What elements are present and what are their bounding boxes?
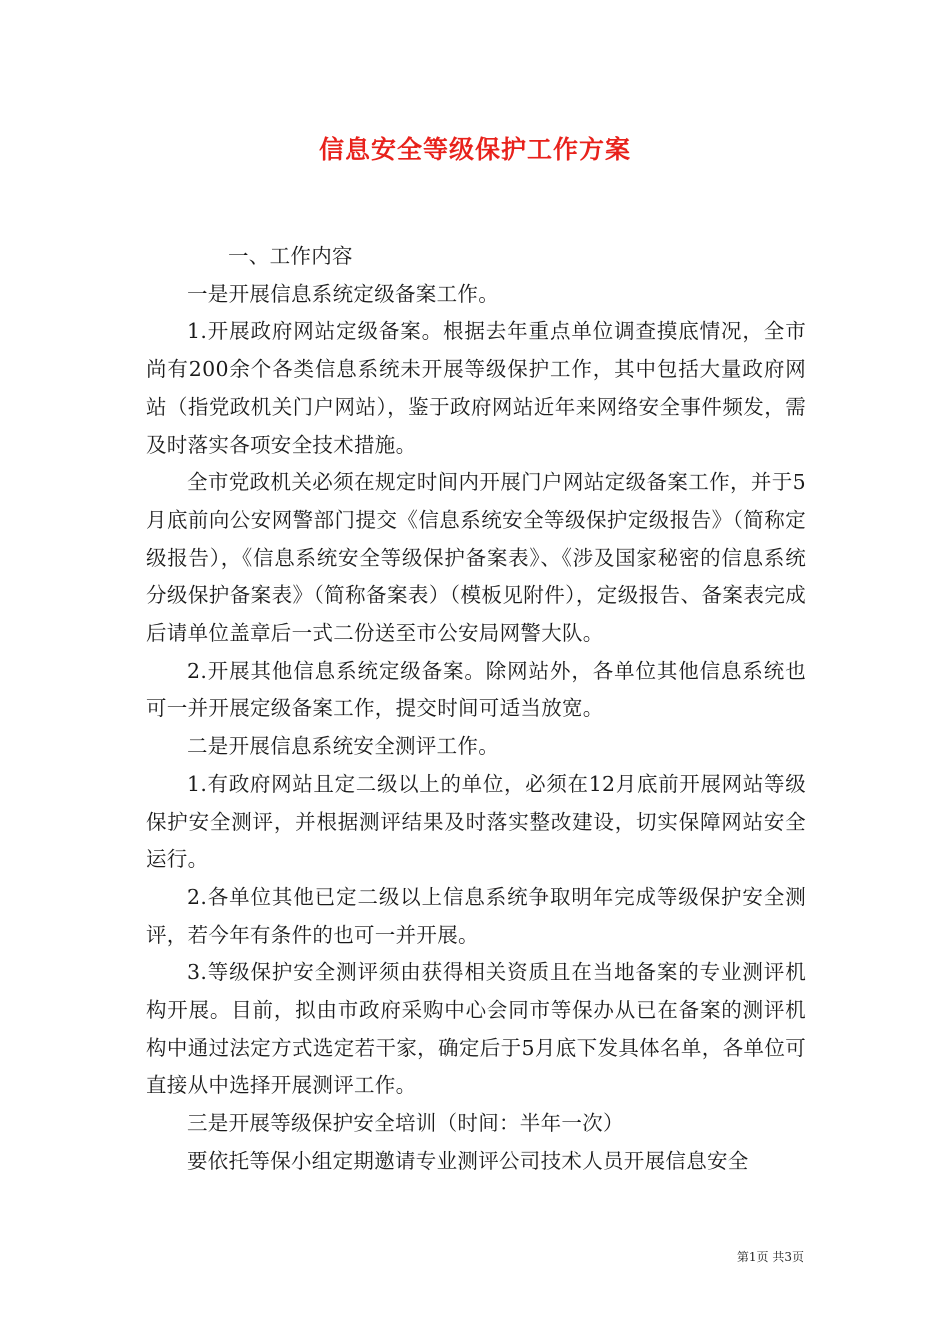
paragraph-4: 2.开展其他信息系统定级备案。除网站外，各单位其他信息系统也可一并开展定级备案工作，提交时间可适当放宽。 (146, 658, 806, 721)
paragraph-6: 1.有政府网站且定二级以上的单位，必须在12月底前开展网站等级保护安全测评，并根据测评结果及时落实整改建设，切实保障网站安全运行。 (146, 771, 806, 872)
document-body (146, 238, 806, 1181)
page-number-footer: 第1页 共3页 (736, 1250, 804, 1264)
document-title: 信息安全等级保护工作方案 (318, 135, 631, 164)
paragraph-9: 三是开展等级保护安全培训（时间：半年一次） (187, 1111, 624, 1136)
paragraph-7: 2.各单位其他已定二级以上信息系统争取明年完成等级保护安全测评，若今年有条件的也可一并开展。 (146, 884, 806, 947)
paragraph-1: 一是开展信息系统定级备案工作。 (187, 281, 499, 306)
paragraph-5: 二是开展信息系统安全测评工作。 (187, 734, 499, 759)
paragraph-2: 1.开展政府网站定级备案。根据去年重点单位调查摸底情况，全市尚有200余个各类信息系统未开展等级保护工作，其中包括大量政府网站（指党政机关门户网站），鉴于政府网站近年来网络安全事件频发，需及时落实各项安全技术措施。 (146, 319, 806, 457)
paragraph-8: 3.等级保护安全测评须由获得相关资质且在当地备案的专业测评机构开展。目前，拟由市政府采购中心会同市等保办从已在备案的测评机构中通过法定方式选定若干家，确定后于5月底下发具体名单，各单位可直接从中选择开展测评工作。 (146, 960, 806, 1098)
paragraph-10: 要依托等保小组定期邀请专业测评公司技术人员开展信息安全 (187, 1148, 749, 1173)
paragraph-3: 全市党政机关必须在规定时间内开展门户网站定级备案工作，并于5月底前向公安网警部门提交《信息系统安全等级保护定级报告》（简称定级报告），《信息系统安全等级保护备案表》、《涉及国家秘密的信息系统分级保护备案表》（简称备案表）（模板见附件），定级报告、备案表完成后请单位盖章后一式二份送至市公安局网警大队。 (146, 470, 806, 646)
section-heading-work-content: 一、工作内容 (228, 244, 353, 268)
